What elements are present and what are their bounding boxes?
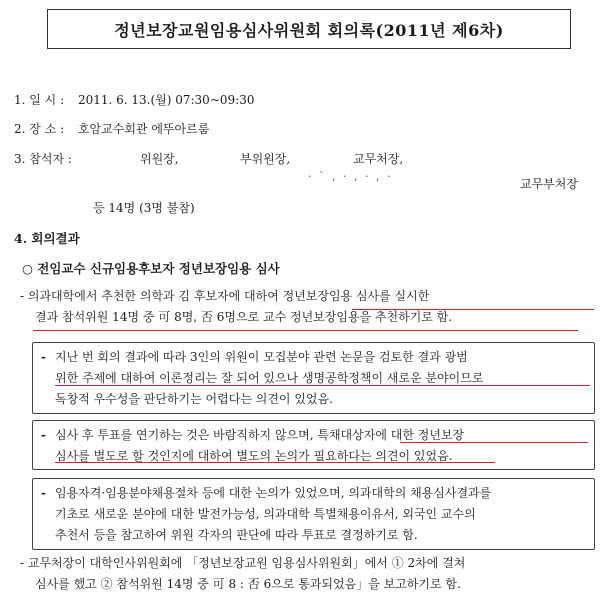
box-3-line: 기초로 새로운 분야에 대한 발전가능성, 의과대학 특별채용이유서, 외국인 교수의 (55, 507, 476, 521)
box-2-line: 심사 후 투표를 연기하는 것은 바람직하지 않으며, 특채대상자에 대한 정년보장 (55, 428, 465, 442)
attendees-label: 3. 참석자 : (14, 152, 72, 166)
date-label: 1. 일 시 : (14, 93, 65, 107)
red-underline (352, 309, 594, 310)
attendee-chair: 위원장, (140, 152, 179, 166)
results-subheading: ○ 전임교수 신규임용후보자 정년보장임용 심사 (22, 261, 280, 276)
box-bullet: - (41, 486, 46, 500)
item-1 (20, 286, 452, 328)
date-row (14, 92, 254, 108)
red-underline (55, 462, 495, 463)
box-1-line: 지난 번 회의 결과에 따라 3인의 위원이 모집분야 관련 논문을 검토한 결과 광범 (55, 350, 468, 364)
attendee-academic-dean: 교무처장, (353, 152, 404, 166)
red-underline (400, 442, 588, 443)
note-box-1 (32, 342, 595, 414)
results-heading: 4. 회의결과 (14, 231, 80, 246)
box-1-line: 독창적 우수성을 판단하기는 어렵다는 의견이 있었음. (55, 392, 333, 406)
box-bullet: - (41, 350, 46, 364)
place-row (14, 121, 209, 137)
title-box (47, 9, 571, 49)
red-underline (55, 385, 590, 386)
date-value: 2011. 6. 13.(월) 07:30~09:30 (77, 93, 255, 107)
item-2 (20, 553, 465, 595)
document-title: 정년보장교원임용심사위원회 회의록(2011년 제6차) (114, 20, 504, 40)
attendees-total: 등 14명 (3명 불참) (93, 201, 195, 215)
box-3-line: 임용자격·임용분야채용절차 등에 대한 논의가 있었으며, 의과대학의 채용심사결과를 (55, 486, 492, 500)
item-2-line: 심사를 했고 ② 참석위원 14명 중 可 8 : 否 6으로 통과되었음」을 보고하기로 함. (35, 577, 461, 591)
item-1-line: - 의과대학에서 추천한 의학과 김 후보자에 대하여 정년보장임용 심사를 실시한 (20, 289, 430, 303)
note-box-3 (32, 478, 595, 550)
attendee-vice-dean: 교무부처장 (520, 177, 578, 191)
red-underline (33, 330, 578, 331)
box-bullet: - (41, 428, 46, 442)
place-value: 호암교수회관 에뚜아르룸 (77, 122, 210, 136)
box-2-line: 심사를 별도로 할 것인지에 대하여 별도의 논의가 필요하다는 의견이 있었음. (55, 449, 453, 463)
item-2-line: - 교무처장이 대학인사위원회에 「정년보장교원 임용심사위원회」에서 ① 2차에 걸쳐 (20, 556, 466, 570)
box-3-line: 추천서 등을 참고하여 위원 각자의 판단에 따라 투표로 결정하기로 함. (55, 528, 418, 542)
redacted-marks: · ` , · , · , · (308, 170, 393, 183)
item-1-line: 결과 참석위원 14명 중 可 8명, 否 6명으로 교수 정년보장임용을 추천하기로 함. (35, 310, 453, 324)
box-1-line: 위한 주제에 대하여 이론정리는 잘 되어 있으나 생명공학정책이 새로운 분야이므로 (55, 371, 484, 385)
attendee-vice-chair: 부위원장, (240, 152, 291, 166)
place-label: 2. 장 소 : (14, 122, 65, 136)
